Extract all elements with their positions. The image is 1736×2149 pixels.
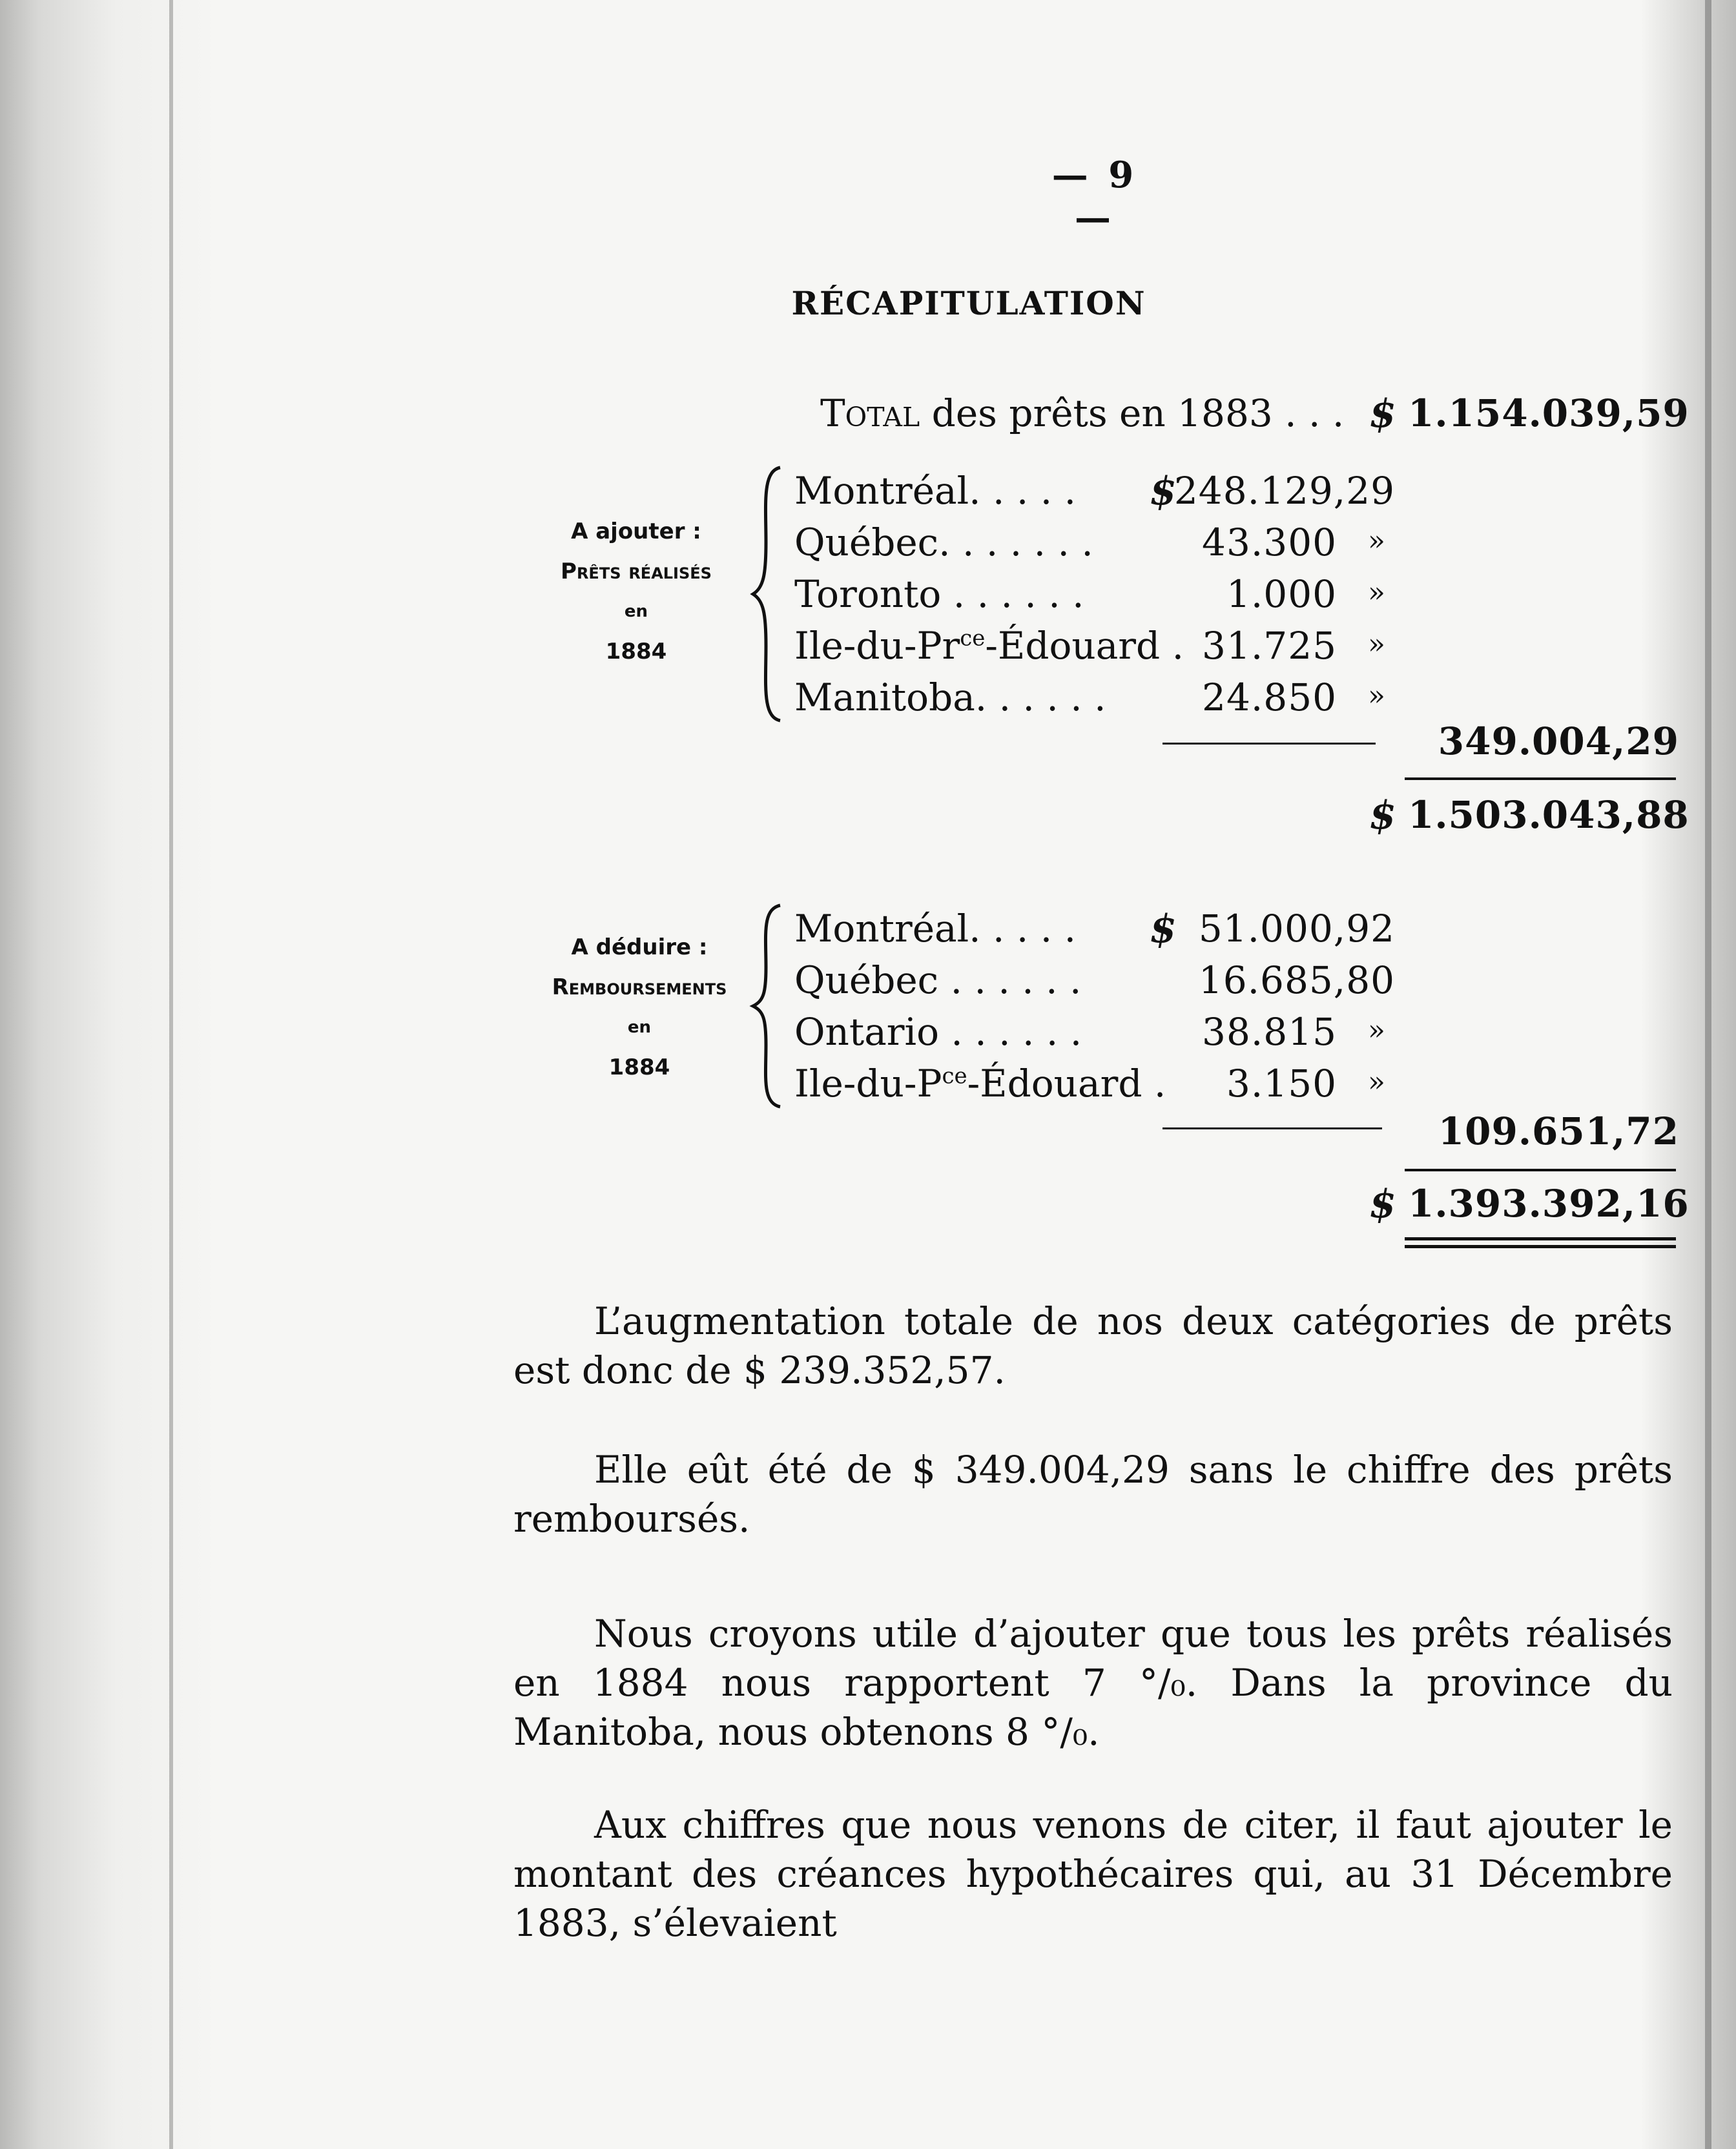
deduction-row-montreal: Montréal. . . . .	[794, 907, 1077, 951]
page-number: — 9 —	[1051, 154, 1138, 239]
deductions-side-line-2: Remboursements	[552, 974, 727, 1000]
paragraph-rapport	[513, 1609, 1673, 1756]
addition-row-quebec: Québec. . . . . . .	[794, 520, 1093, 564]
deduction-row-quebec-amount: 16.685,80	[1198, 958, 1395, 1002]
total-1883-amount: 1.154.039,59	[1408, 391, 1690, 435]
deductions-side-label	[530, 927, 749, 1087]
addition-row-toronto-mark: »	[1368, 576, 1385, 609]
deductions-subtotal-rule	[1162, 1127, 1382, 1129]
additions-side-line-1: A ajouter :	[571, 519, 701, 544]
running-total-currency: $	[1369, 793, 1396, 838]
paragraph-rapport-text: Nous croyons utile d’ajouter que tous les prêts réalisés en 1884 nous rapportent 7 °/₀. Dans la province du Manitoba, nous obtenons 8 °/₀.	[513, 1612, 1673, 1754]
total-prefix: Total	[820, 391, 920, 435]
deductions-side-line-3: en	[627, 1018, 652, 1037]
addition-row-toronto: Toronto . . . . . .	[794, 572, 1084, 616]
final-total: 1.393.392,16	[1408, 1182, 1690, 1226]
binding-shadow	[169, 0, 173, 2149]
addition-row-montreal-currency: $	[1150, 469, 1177, 514]
final-total-currency: $	[1369, 1182, 1396, 1227]
deduction-row-pei-sup: ce	[942, 1063, 967, 1089]
deductions-side-line-4: 1884	[608, 1054, 670, 1080]
deduction-row-ontario-mark: »	[1368, 1014, 1385, 1047]
deduction-row-ontario: Ontario . . . . . .	[794, 1010, 1082, 1054]
addition-row-manitoba-mark: »	[1368, 679, 1385, 712]
paragraph-creances	[513, 1800, 1673, 1948]
addition-row-pei-pre: Ile-du-Pr	[794, 624, 960, 668]
addition-row-toronto-amount: 1.000	[1226, 572, 1337, 616]
additions-brace	[749, 465, 788, 723]
additions-side-line-3: en	[624, 602, 648, 621]
addition-row-manitoba-amount: 24.850	[1202, 675, 1337, 719]
addition-row-quebec-mark: »	[1368, 524, 1385, 557]
deductions-subtotal: 109.651,72	[1438, 1109, 1679, 1153]
addition-row-manitoba: Manitoba. . . . . .	[794, 675, 1106, 719]
addition-row-pei-mark: »	[1368, 628, 1385, 661]
addition-row-pei-sup: ce	[960, 625, 986, 652]
running-total-rule	[1405, 777, 1676, 780]
page-edge-shadow	[1705, 0, 1711, 2149]
deductions-side-line-1: A déduire :	[571, 934, 708, 960]
addition-row-montreal: Montréal. . . . .	[794, 469, 1077, 513]
paragraph-creances-text: Aux chiffres que nous venons de citer, il faut ajouter le montant des créances hypothécaires qui, au 31 Décembre 1883, s’élevaient	[513, 1803, 1673, 1945]
total-1883-currency: $	[1369, 391, 1396, 437]
paragraph-augmentation-text: L’augmentation totale de nos deux catégories de prêts est donc de $ 239.352,57.	[513, 1299, 1673, 1392]
deduction-row-pei-post: -Édouard .	[967, 1062, 1166, 1105]
addition-row-pei-amount: 31.725	[1202, 624, 1337, 668]
deduction-row-quebec: Québec . . . . . .	[794, 958, 1082, 1002]
section-title: RÉCAPITULATION	[791, 284, 1146, 322]
additions-side-label	[530, 511, 743, 672]
deduction-row-pei-amount: 3.150	[1226, 1062, 1337, 1105]
paragraph-augmentation	[513, 1297, 1673, 1395]
final-total-rule	[1405, 1169, 1676, 1171]
total-label-rest: des prêts en 1883 . . .	[920, 391, 1345, 435]
addition-row-montreal-amount: 248.129,29	[1173, 469, 1395, 513]
paragraph-sans-remboursements	[513, 1445, 1673, 1543]
additions-subtotal-rule	[1162, 743, 1376, 745]
total-1883-label	[820, 391, 1344, 435]
final-double-rule-top	[1405, 1237, 1676, 1240]
deduction-row-pei-pre: Ile-du-P	[794, 1062, 942, 1105]
additions-side-line-4: 1884	[605, 639, 667, 664]
additions-subtotal: 349.004,29	[1438, 719, 1679, 763]
deduction-row-montreal-currency: $	[1150, 907, 1177, 952]
additions-side-line-2: Prêts réalisés	[561, 559, 712, 584]
deduction-row-montreal-amount: 51.000,92	[1198, 907, 1395, 951]
deduction-row-ontario-amount: 38.815	[1202, 1010, 1337, 1054]
paragraph-sans-remboursements-text: Elle eût été de $ 349.004,29 sans le chiffre des prêts remboursés.	[513, 1448, 1673, 1541]
final-double-rule-bottom	[1405, 1245, 1676, 1248]
addition-row-pei-post: -Édouard .	[985, 624, 1184, 668]
addition-row-quebec-amount: 43.300	[1202, 520, 1337, 564]
running-total: 1.503.043,88	[1408, 793, 1690, 837]
deduction-row-pei-mark: »	[1368, 1065, 1385, 1098]
deductions-brace	[749, 903, 788, 1109]
